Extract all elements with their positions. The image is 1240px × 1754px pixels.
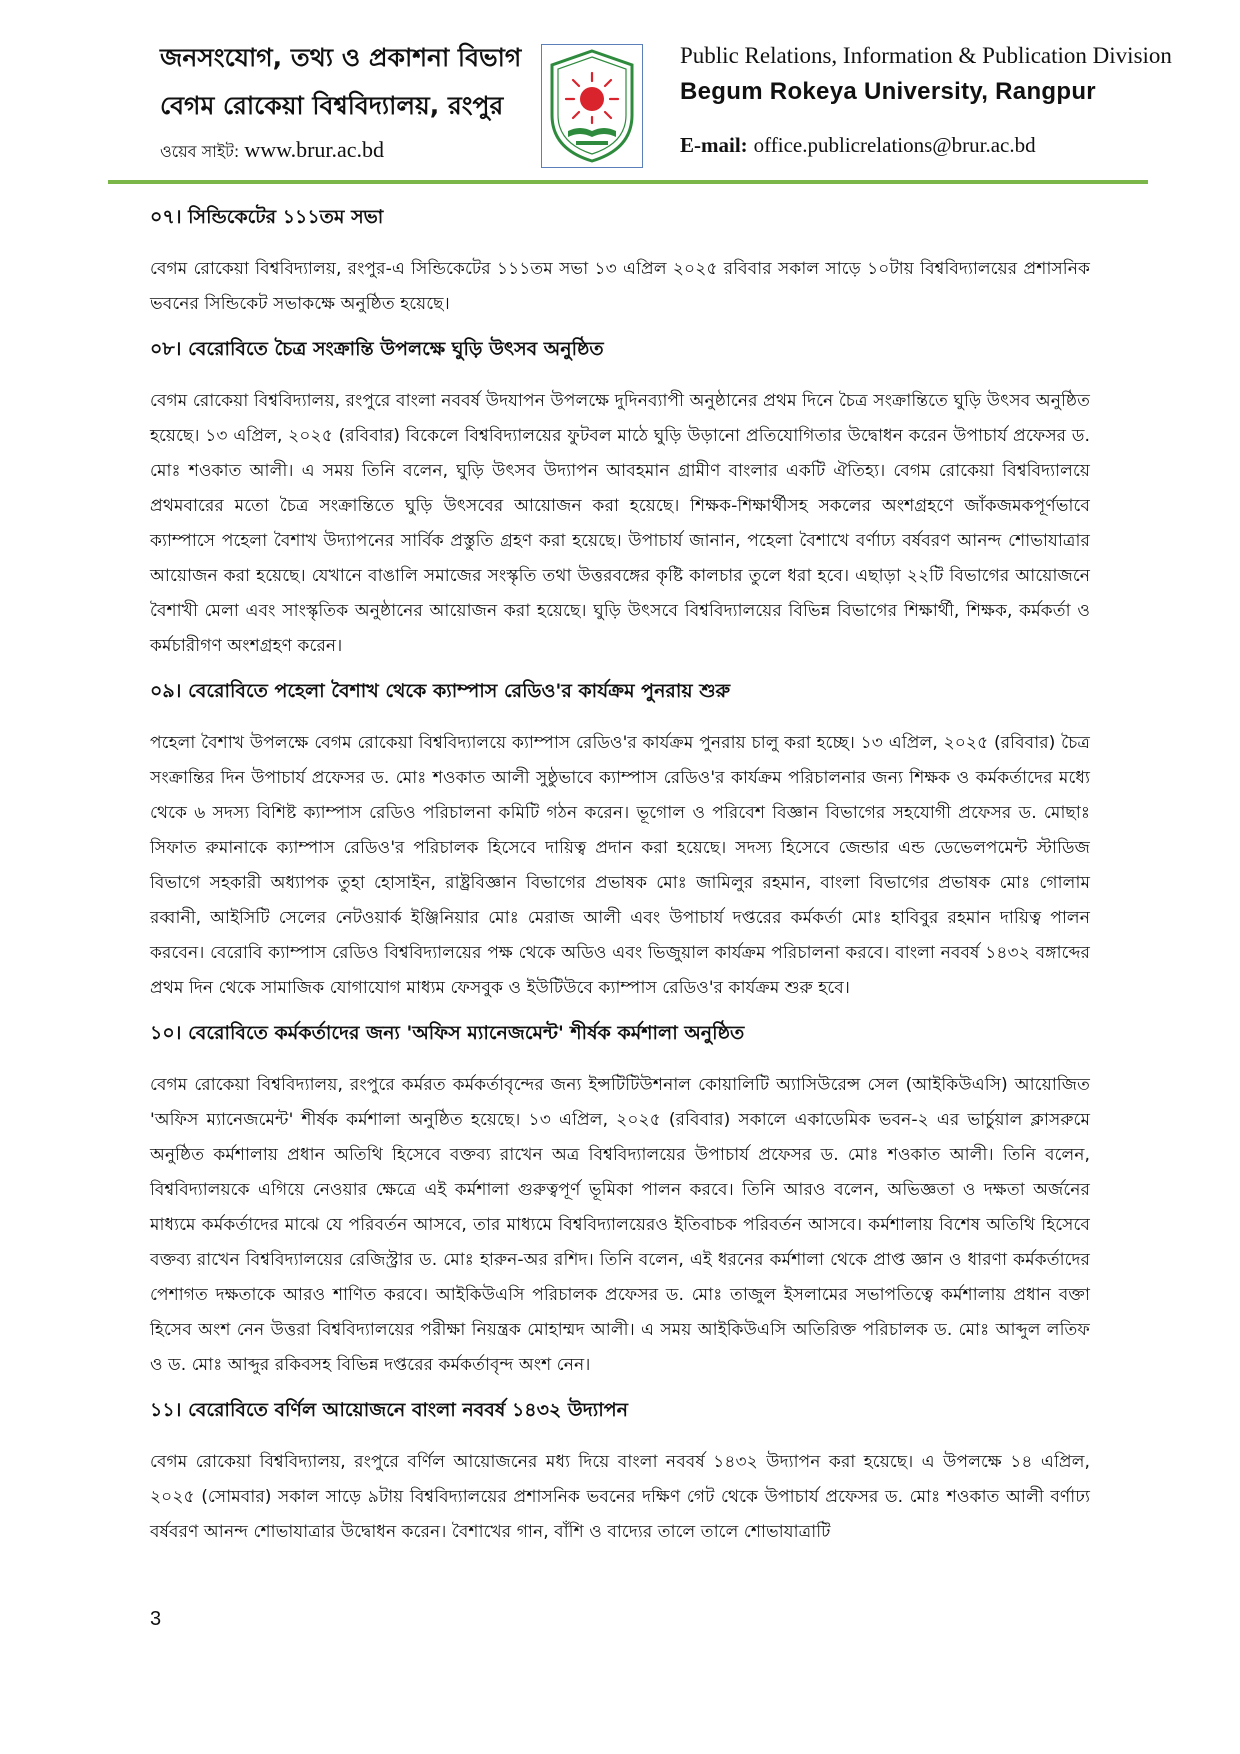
section-title: ০৭। সিন্ডিকেটের ১১১তম সভা: [150, 206, 384, 228]
email-label: E-mail:: [680, 133, 748, 157]
section-office-management-workshop: [150, 1018, 1090, 1383]
section-title: ০৮। বেরোবিতে চৈত্র সংক্রান্তি উপলক্ষে ঘুড়ি উৎসব অনুষ্ঠিত: [150, 338, 604, 360]
section-body: বেগম রোকেয়া বিশ্ববিদ্যালয়, রংপুরে বাংলা নববর্ষ উদযাপন উপলক্ষে দুদিনব্যাপী অনুষ্ঠানের প্রথম দিনে চৈত্র সংক্রান্তিতে ঘুড়ি উৎসব অনুষ্ঠিত হয়েছে। ১৩ এপ্রিল, ২০২৫ (রবিবার) বিকেলে বিশ্ববিদ্যালয়ের ফুটবল মাঠে ঘুড়ি উড়ানো প্রতিযোগিতার উদ্বোধন করেন উপাচার্য প্রফেসর ড. মোঃ শওকাত আলী। এ সময় তিনি বলেন, ঘুড়ি উৎসব উদ্যাপন আবহমান গ্রামীণ বাংলার একটি ঐতিহ্য। বেগম রোকেয়া বিশ্ববিদ্যালয়ে প্রথমবারের মতো চৈত্র সংক্রান্তিতে ঘুড়ি উৎসবের আয়োজন করা হয়েছে। শিক্ষক-শিক্ষার্থীসহ সকলের অংশগ্রহণে জাঁকজমকপূর্ণভাবে ক্যাম্পাসে পহেলা বৈশাখ উদ্যাপনের সার্বিক প্রস্তুতি গ্রহণ করা হয়েছে। উপাচার্য জানান, পহেলা বৈশাখে বর্ণাঢ্য বর্ষবরণ আনন্দ শোভাযাত্রার আয়োজন করা হয়েছে। যেখানে বাঙালি সমাজের সংস্কৃতি তথা উত্তরবঙ্গের কৃষ্টি কালচার তুলে ধরা হবে। এছাড়া ২২টি বিভাগের আয়োজনে বৈশাখী মেলা এবং সাংস্কৃতিক অনুষ্ঠানের আয়োজন করা হয়েছে। ঘুড়ি উৎসবে বিশ্ববিদ্যালয়ের বিভিন্ন বিভাগের শিক্ষার্থী, শিক্ষক, কর্মকর্তা ও কর্মচারীগণ অংশগ্রহণ করেন।: [150, 391, 1090, 656]
section-kite-festival: [150, 334, 1090, 664]
email-address: office.publicrelations@brur.ac.bd: [753, 133, 1036, 157]
section-body: বেগম রোকেয়া বিশ্ববিদ্যালয়, রংপুরে বর্ণিল আয়োজনের মধ্য দিয়ে বাংলা নববর্ষ ১৪৩২ উদ্যাপন করা হয়েছে। এ উপলক্ষে ১৪ এপ্রিল, ২০২৫ (সোমবার) সকাল সাড়ে ৯টায় বিশ্ববিদ্যালয়ের প্রশাসনিক ভবনের দক্ষিণ গেট থেকে উপাচার্য প্রফেসর ড. মোঃ শওকাত আলী বর্ণাঢ্য বর্ষবরণ আনন্দ শোভাযাত্রার উদ্বোধন করেন। বৈশাখের গান, বাঁশি ও বাদ্যের তালে তালে শোভাযাত্রাটি: [150, 1452, 1090, 1542]
website-url: www.brur.ac.bd: [244, 137, 385, 162]
section-syndicate-meeting: [150, 202, 1090, 322]
english-university-name: Begum Rokeya University, Rangpur: [680, 78, 1096, 105]
section-bengali-new-year: [150, 1395, 1090, 1550]
news-content: [150, 190, 1090, 1556]
section-body: পহেলা বৈশাখ উপলক্ষে বেগম রোকেয়া বিশ্ববিদ্যালয়ে ক্যাম্পাস রেডিও'র কার্যক্রম পুনরায় চালু করা হচ্ছে। ১৩ এপ্রিল, ২০২৫ (রবিবার) চৈত্র সংক্রান্তির দিন উপাচার্য প্রফেসর ড. মোঃ শওকাত আলী সুষ্ঠুভাবে ক্যাম্পাস রেডিও'র কার্যক্রম পরিচালনার জন্য শিক্ষক ও কর্মকর্তাদের মধ্যে থেকে ৬ সদস্য বিশিষ্ট ক্যাম্পাস রেডিও পরিচালনা কমিটি গঠন করেন। ভূগোল ও পরিবেশ বিজ্ঞান বিভাগের সহযোগী প্রফেসর ড. মোছাঃ সিফাত রুমানাকে ক্যাম্পাস রেডিও'র পরিচালক হিসেবে দায়িত্ব প্রদান করা হয়েছে। সদস্য হিসেবে জেন্ডার এন্ড ডেভেলপমেন্ট স্টাডিজ বিভাগে সহকারী অধ্যাপক তুহা হোসাইন, রাষ্ট্রবিজ্ঞান বিভাগের প্রভাষক মোঃ জামিলুর রহমান, বাংলা বিভাগের প্রভাষক মোঃ গোলাম রব্বানী, আইসিটি সেলের নেটওয়ার্ক ইঞ্জিনিয়ার মোঃ মেরাজ আলী এবং উপাচার্য দপ্তরের কর্মকর্তা মোঃ হাবিবুর রহমান দায়িত্ব পালন করবেন। বেরোবি ক্যাম্পাস রেডিও বিশ্ববিদ্যালয়ের পক্ষ থেকে অডিও এবং ভিজুয়াল কার্যক্রম পরিচালনা করবে। বাংলা নববর্ষ ১৪৩২ বঙ্গাব্দের প্রথম দিন থেকে সামাজিক যোগাযোগ মাধ্যম ফেসবুক ও ইউটিউবে ক্যাম্পাস রেডিও'র কার্যক্রম শুরু হবে।: [150, 733, 1090, 998]
english-division-name: Public Relations, Information & Publication Division: [680, 43, 1172, 68]
section-title: ১১। বেরোবিতে বর্ণিল আয়োজনে বাংলা নববর্ষ ১৪৩২ উদ্যাপন: [150, 1399, 628, 1421]
section-campus-radio: [150, 676, 1090, 1006]
section-body: বেগম রোকেয়া বিশ্ববিদ্যালয়, রংপুর-এ সিন্ডিকেটের ১১১তম সভা ১৩ এপ্রিল ২০২৫ রবিবার সকাল সাড়ে ১০টায় বিশ্ববিদ্যালয়ের প্রশাসনিক ভবনের সিন্ডিকেট সভাকক্ষে অনুষ্ঠিত হয়েছে।: [150, 259, 1090, 314]
website-label: ওয়েব সাইট:: [160, 142, 240, 161]
header-divider: [108, 180, 1148, 184]
bangla-division-name: জনসংযোগ, তথ্য ও প্রকাশনা বিভাগ: [160, 43, 522, 72]
letterhead: [0, 0, 1240, 185]
logo-emblem-icon: [542, 45, 642, 167]
page-number: 3: [150, 1608, 162, 1630]
university-logo: [541, 44, 643, 168]
section-title: ০৯। বেরোবিতে পহেলা বৈশাখ থেকে ক্যাম্পাস রেডিও'র কার্যক্রম পুনরায় শুরু: [150, 680, 731, 702]
bangla-header: [160, 40, 540, 164]
bangla-university-name: বেগম রোকেয়া বিশ্ববিদ্যালয়, রংপুর: [160, 91, 504, 120]
section-title: ১০। বেরোবিতে কর্মকর্তাদের জন্য 'অফিস ম্যানেজমেন্ট' শীর্ষক কর্মশালা অনুষ্ঠিত: [150, 1022, 745, 1044]
email-line: [680, 130, 1240, 160]
english-header: [680, 40, 1240, 160]
website-line: [160, 138, 540, 164]
section-body: বেগম রোকেয়া বিশ্ববিদ্যালয়, রংপুরে কর্মরত কর্মকর্তাবৃন্দের জন্য ইন্সটিটিউশনাল কোয়ালিটি অ্যাসিউরেন্স সেল (আইকিউএসি) আয়োজিত 'অফিস ম্যানেজমেন্ট' শীর্ষক কর্মশালা অনুষ্ঠিত হয়েছে। ১৩ এপ্রিল, ২০২৫ (রবিবার) সকালে একাডেমিক ভবন-২ এর ভার্চুয়াল ক্লাসরুমে অনুষ্ঠিত কর্মশালায় প্রধান অতিথি হিসেবে বক্তব্য রাখেন অত্র বিশ্ববিদ্যালয়ের উপাচার্য প্রফেসর ড. মোঃ শওকাত আলী। তিনি বলেন, বিশ্ববিদ্যালয়কে এগিয়ে নেওয়ার ক্ষেত্রে এই কর্মশালা গুরুত্বপূর্ণ ভূমিকা পালন করবে। তিনি আরও বলেন, অভিজ্ঞতা ও দক্ষতা অর্জনের মাধ্যমে কর্মকর্তাদের মাঝে যে পরিবর্তন আসবে, তার মাধ্যমে বিশ্ববিদ্যালয়েরও ইতিবাচক পরিবর্তন আসবে। কর্মশালায় বিশেষ অতিথি হিসেবে বক্তব্য রাখেন বিশ্ববিদ্যালয়ের রেজিস্ট্রার ড. মোঃ হারুন-অর রশিদ। তিনি বলেন, এই ধরনের কর্মশালা থেকে প্রাপ্ত জ্ঞান ও ধারণা কর্মকর্তাদের পেশাগত দক্ষতাকে আরও শাণিত করবে। আইকিউএসি পরিচালক প্রফেসর ড. মোঃ তাজুল ইসলামের সভাপতিত্বে কর্মশালায় প্রধান বক্তা হিসেব অংশ নেন উত্তরা বিশ্ববিদ্যালয়ের পরীক্ষা নিয়ন্ত্রক মোহাম্মদ আলী। এ সময় আইকিউএসি অতিরিক্ত পরিচালক ড. মোঃ আব্দুল লতিফ ও ড. মোঃ আব্দুর রকিবসহ বিভিন্ন দপ্তরের কর্মকর্তাবৃন্দ অংশ নেন।: [150, 1075, 1090, 1375]
